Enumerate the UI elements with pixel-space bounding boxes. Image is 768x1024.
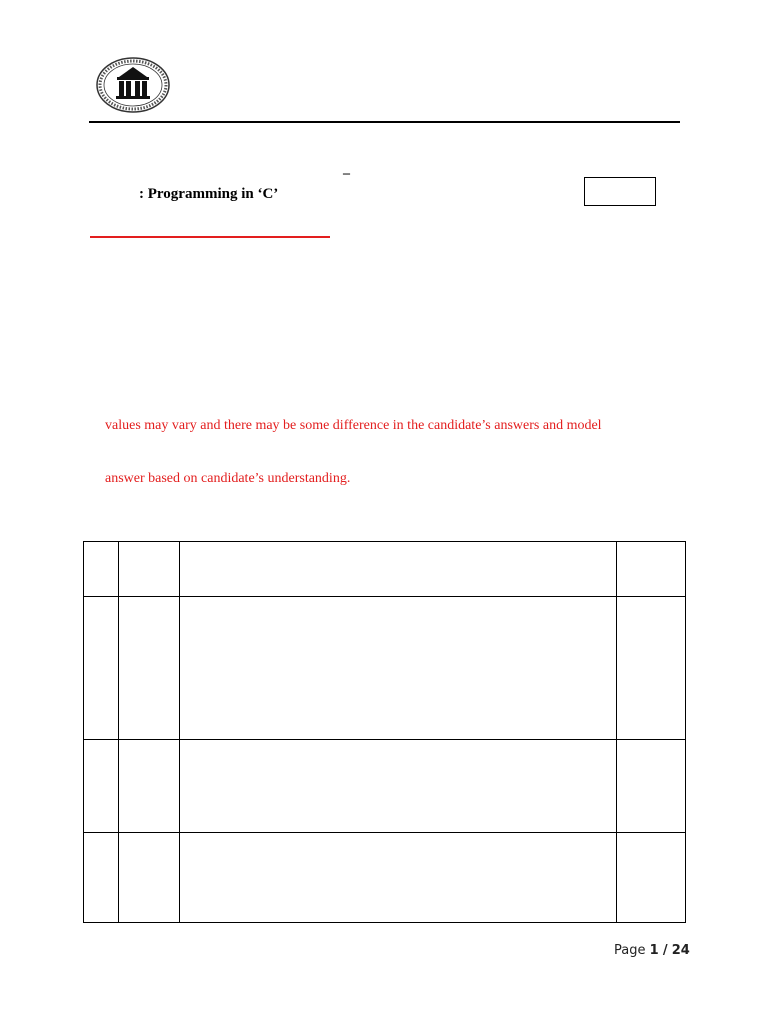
answer-cell xyxy=(180,740,617,833)
answer-table xyxy=(83,541,686,923)
header-divider xyxy=(89,121,680,123)
table-row xyxy=(84,542,686,597)
answer-cell xyxy=(180,542,617,597)
marks-cell xyxy=(617,597,686,740)
table-row xyxy=(84,833,686,923)
page-total: 24 xyxy=(671,943,690,958)
q-no-cell xyxy=(84,833,119,923)
marks-cell xyxy=(617,542,686,597)
board-seal-icon xyxy=(95,56,171,114)
instruction-line: values may vary and there may be some difference in the candidate’s answers and model xyxy=(105,418,602,433)
table-row xyxy=(84,597,686,740)
marks-cell xyxy=(617,740,686,833)
sub-q-cell xyxy=(119,833,180,923)
answer-cell xyxy=(180,597,617,740)
page-number xyxy=(614,943,690,958)
page-label: Page xyxy=(614,943,646,958)
q-no-cell xyxy=(84,597,119,740)
instruction-line: answer based on candidate’s understanding. xyxy=(105,471,351,486)
sub-q-cell xyxy=(119,597,180,740)
answer-cell xyxy=(180,833,617,923)
title-dash: – xyxy=(343,166,350,181)
sub-q-cell xyxy=(119,542,180,597)
page-current: 1 xyxy=(649,943,659,958)
table-row xyxy=(84,740,686,833)
subject-title: : Programming in ‘C’ xyxy=(139,186,279,202)
q-no-cell xyxy=(84,542,119,597)
q-no-cell xyxy=(84,740,119,833)
subject-code-box xyxy=(584,177,656,206)
sub-q-cell xyxy=(119,740,180,833)
marks-cell xyxy=(617,833,686,923)
instructions-heading-underline xyxy=(90,236,330,238)
page-separator: / xyxy=(662,943,668,958)
